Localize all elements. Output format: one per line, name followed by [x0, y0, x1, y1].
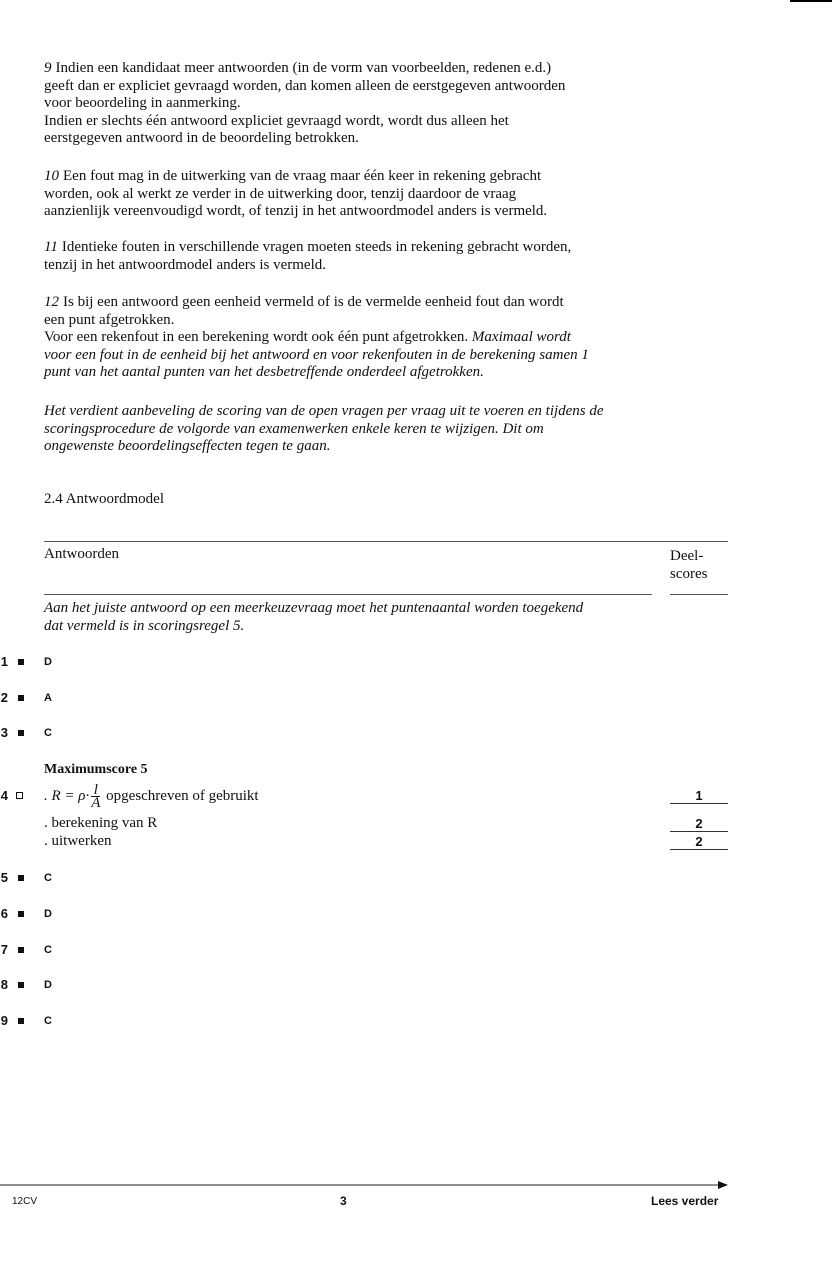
table-top-rule	[44, 541, 728, 542]
question-number: 1	[0, 654, 8, 669]
question-number: 9	[0, 1013, 8, 1028]
answer: D	[44, 656, 52, 668]
rule-12: 12 Is bij een antwoord geen eenheid vermeld of is de vermelde eenheid fout dan wordt een punt afgetrokken. Voor een rekenfout in een berekening wordt ook één punt afgetrokken. Maximaal wordt voor een fout in de eenheid bij het antwoord en voor rekenfouten in de berekening samen 1 punt van het aantal punten van het desbetreffende onderdeel afgetrokken.	[44, 294, 589, 380]
answers-header-rule	[44, 594, 652, 595]
rule-11: 11 Identieke fouten in verschillende vragen moeten steeds in rekening gebracht worden, tenzij in het antwoordmodel anders is vermeld.	[44, 239, 572, 273]
question-number: 6	[0, 906, 8, 921]
answer: D	[44, 979, 52, 991]
question-number: 3	[0, 725, 8, 740]
score-item-calculation: . berekening van R	[44, 815, 158, 831]
closed-question-icon	[18, 875, 24, 881]
question-number: 8	[0, 977, 8, 992]
question-number: 2	[0, 690, 8, 705]
question-number: 7	[0, 942, 8, 957]
continue-label: Lees verder	[651, 1194, 719, 1208]
answer: C	[44, 1015, 52, 1027]
rule-10: 10 Een fout mag in de uitwerking van de vraag maar één keer in rekening gebracht worden, ook al werkt ze verder in de uitwerking door, tenzij daardoor de vraag aanzienlijk vereenvoudigd wordt, of tenzij in het antwoordmodel anders is vermeld.	[44, 168, 548, 219]
section-title: 2.4 Antwoordmodel	[44, 491, 164, 507]
recommendation: Het verdient aanbeveling de scoring van de open vragen per vraag uit te voeren en tijdens de scoringsprocedure de volgorde van examenwerken enkele keren te wijzigen. Dit om ongewenste beoordelingseffecten tegen te gaan.	[44, 403, 604, 454]
exam-code: 12CV	[12, 1196, 38, 1207]
answer: C	[44, 944, 52, 956]
max-score: Maximumscore 5	[44, 762, 148, 777]
scores-header: Deel- scores	[670, 548, 708, 582]
score-item-formula: . R = ρ· $\frac{l}{A}$ opgeschreven of gebruikt	[44, 782, 259, 812]
closed-question-icon	[18, 947, 24, 953]
answers-header: Antwoorden	[44, 546, 119, 562]
score-value: 1	[670, 788, 728, 804]
question-number: 5	[0, 870, 8, 885]
continue-arrow-icon	[0, 1179, 732, 1191]
score-value: 2	[670, 834, 728, 850]
scores-header-rule	[670, 594, 728, 595]
fraction: $\frac{l}{A}$	[91, 782, 101, 812]
closed-question-icon	[18, 695, 24, 701]
score-item-work-out: . uitwerken	[44, 833, 112, 849]
open-question-icon	[16, 792, 23, 799]
answer: A	[44, 692, 52, 704]
closed-question-icon	[18, 911, 24, 917]
score-value: 2	[670, 816, 728, 832]
answer: C	[44, 727, 52, 739]
closed-question-icon	[18, 659, 24, 665]
closed-question-icon	[18, 730, 24, 736]
answer: D	[44, 908, 52, 920]
closed-question-icon	[18, 1018, 24, 1024]
question-number: 4	[0, 788, 8, 803]
top-edge-mark	[790, 0, 832, 2]
mc-note: Aan het juiste antwoord op een meerkeuzevraag moet het puntenaantal worden toegekend dat vermeld is in scoringsregel 5.	[44, 600, 584, 634]
answer: C	[44, 872, 52, 884]
closed-question-icon	[18, 982, 24, 988]
rule-9: 9 Indien een kandidaat meer antwoorden (in de vorm van voorbeelden, redenen e.d.) geeft dan er expliciet gevraagd worden, dan komen alleen de eerstgegeven antwoorden voor beoordeling in aanmerking. Indien er slechts één antwoord expliciet gevraagd wordt, wordt dus alleen het eerstgegeven antwoord in de beoordeling betrokken.	[44, 60, 566, 146]
page-number: 3	[340, 1194, 347, 1208]
